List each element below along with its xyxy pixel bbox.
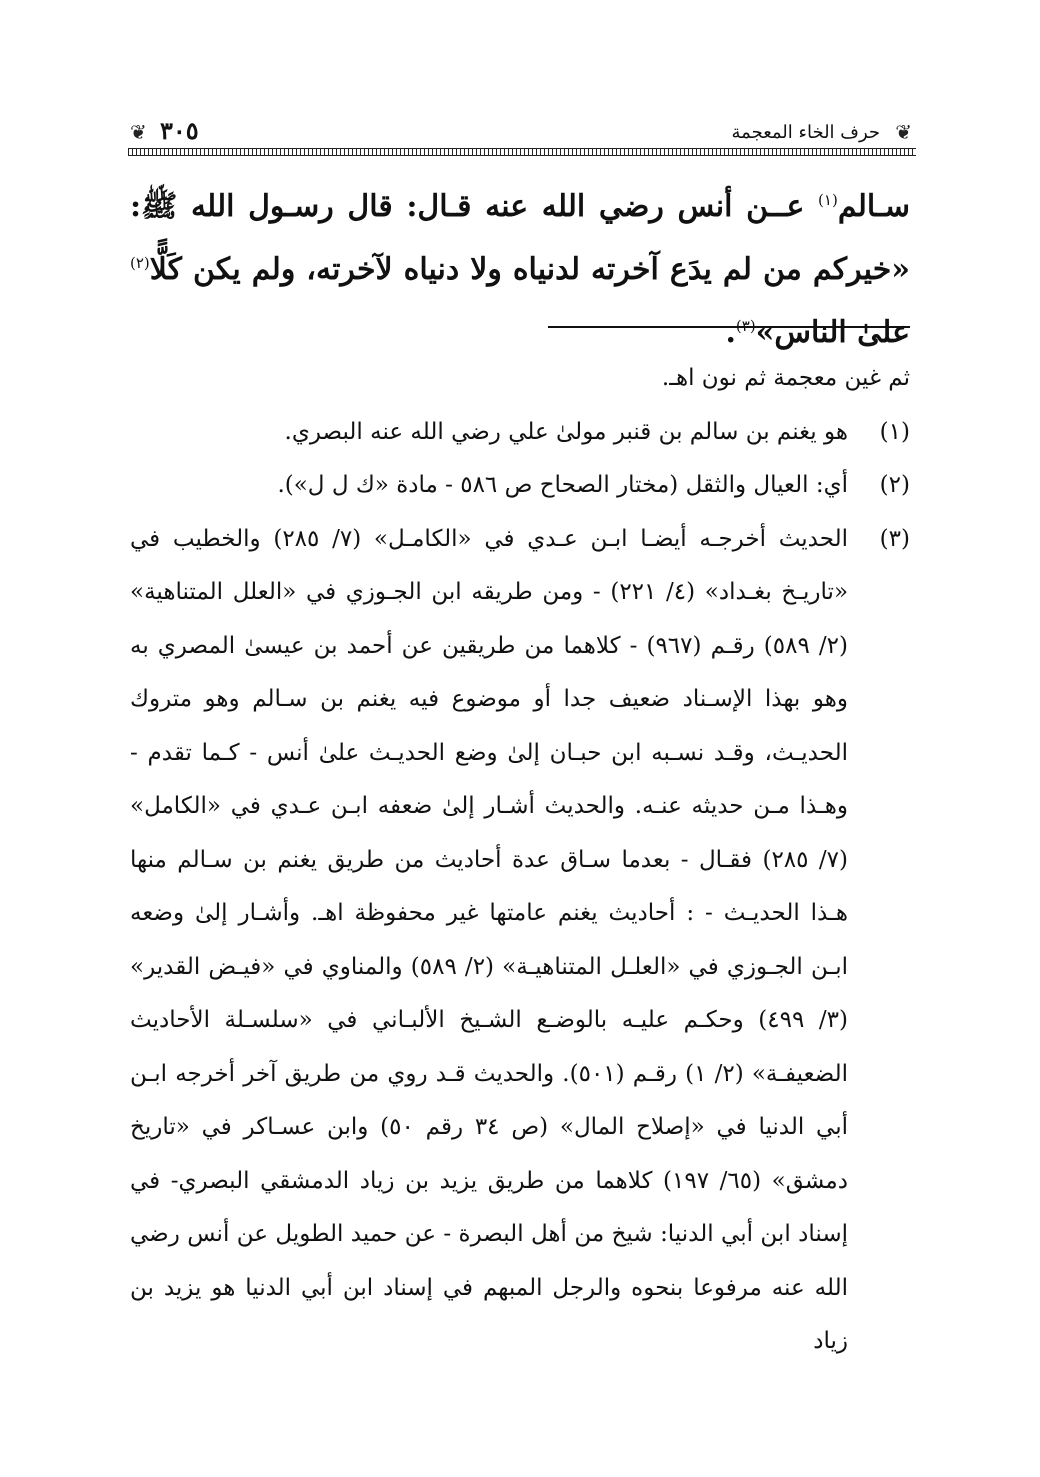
footnote-ref: (٢) (130, 254, 150, 272)
footnote-text: هو يغنم بن سالم بن قنبر مولىٰ علي رضي الله عنه البصري. (284, 418, 848, 445)
page-header (128, 112, 916, 156)
hadith-text-part: سـالم (837, 189, 910, 224)
hadith-text (130, 172, 910, 361)
hadith-text-part: . (725, 315, 736, 350)
footnote-ref: (١) (818, 191, 838, 209)
ornament-icon: ❦ (895, 120, 912, 144)
footnote-number: (٢) (879, 472, 910, 498)
footnote-number: (٣) (879, 525, 910, 552)
footnote-continuation: ثم غين معجمة ثم نون اهـ. (661, 365, 910, 391)
footnote-item (130, 513, 910, 1369)
hadith-text-part: عــن أنس رضي الله عنه قـال: قال رسـول الله ﷺ: «خيركم من لم يدَع آخرته لدنياه ولا دنياه لآخرته، ولم يكن كَلًّا (130, 189, 910, 287)
footnote-ref: (٣) (735, 317, 756, 335)
footnote-text: أي: العيال والثقل (مختار الصحاح ص ٥٨٦ - مادة «ك ل ل»). (277, 472, 848, 498)
footnote-number: (١) (879, 418, 910, 445)
footnote-item (130, 406, 910, 460)
footnote-text: الحديث أخرجـه أيضـا ابـن عـدي في «الكامـل» (٧/ ٢٨٥) والخطيب في «تاريـخ بغـداد» (٤/ ٢٢١) - ومن طريقه ابن الجـوزي في «العلل المتناهية» (٢/ ٥٨٩) رقـم (٩٦٧) - كلاهما من طريقين عن أحمد بن عيسىٰ المصري به وهو بهذا الإسـناد ضعيف جدا أو موضوع فيه يغنم بن سـالم وهو متروك الحديـث، وقـد نسـبه ابن حبـان إلىٰ وضع الحديـث علىٰ أنس - كـما تقدم - وهـذا مـن حديثه عنـه. والحديث أشـار إلىٰ ضعفه ابـن عـدي في «الكامل» (٧/ ٢٨٥) فقـال - بعدما سـاق عدة أحاديث من طريق يغنم بن سـالم منها هـذا الحديـث - : أحاديث يغنم عامتها غير محفوظة اهـ. وأشـار إلىٰ وضعه ابـن الجـوزي في «العلـل المتناهيـة» (٢/ ٥٨٩) والمناوي في «فيـض القدير» (٣/ ٤٩٩) وحكـم عليـه بالوضـع الشـيخ الألبـاني في «سلسـلة الأحاديث الضعيفـة» (٢/ ١) رقـم (٥٠١). والحديث قـد روي من طريق آخر أخرجه ابـن أبي الدنيا في «إصلاح المال» (ص ٣٤ رقم ٥٠) وابن عسـاكر في «تاريخ دمشق» (٦٥/ ١٩٧) كلاهما من طريق يزيد بن زياد الدمشقي البصري- في إسناد ابن أبي الدنيا: شيخ من أهل البصرة - عن حميد الطويل عن أنس رضي الله عنه مرفوعا بنحوه والرجل المبهم في إسناد ابن أبي الدنيا هو يزيد بن زياد (130, 525, 849, 1354)
hadith-text-part: علىٰ الناس» (755, 315, 910, 350)
footnote-item (130, 459, 910, 513)
footnotes (130, 352, 910, 1369)
ornament-icon: ❦ (130, 120, 147, 144)
page-number: ٣٠٥ (160, 116, 199, 145)
chapter-title: حرف الخاء المعجمة (731, 122, 880, 143)
footnote-separator (548, 326, 910, 328)
header-rule (128, 148, 916, 156)
